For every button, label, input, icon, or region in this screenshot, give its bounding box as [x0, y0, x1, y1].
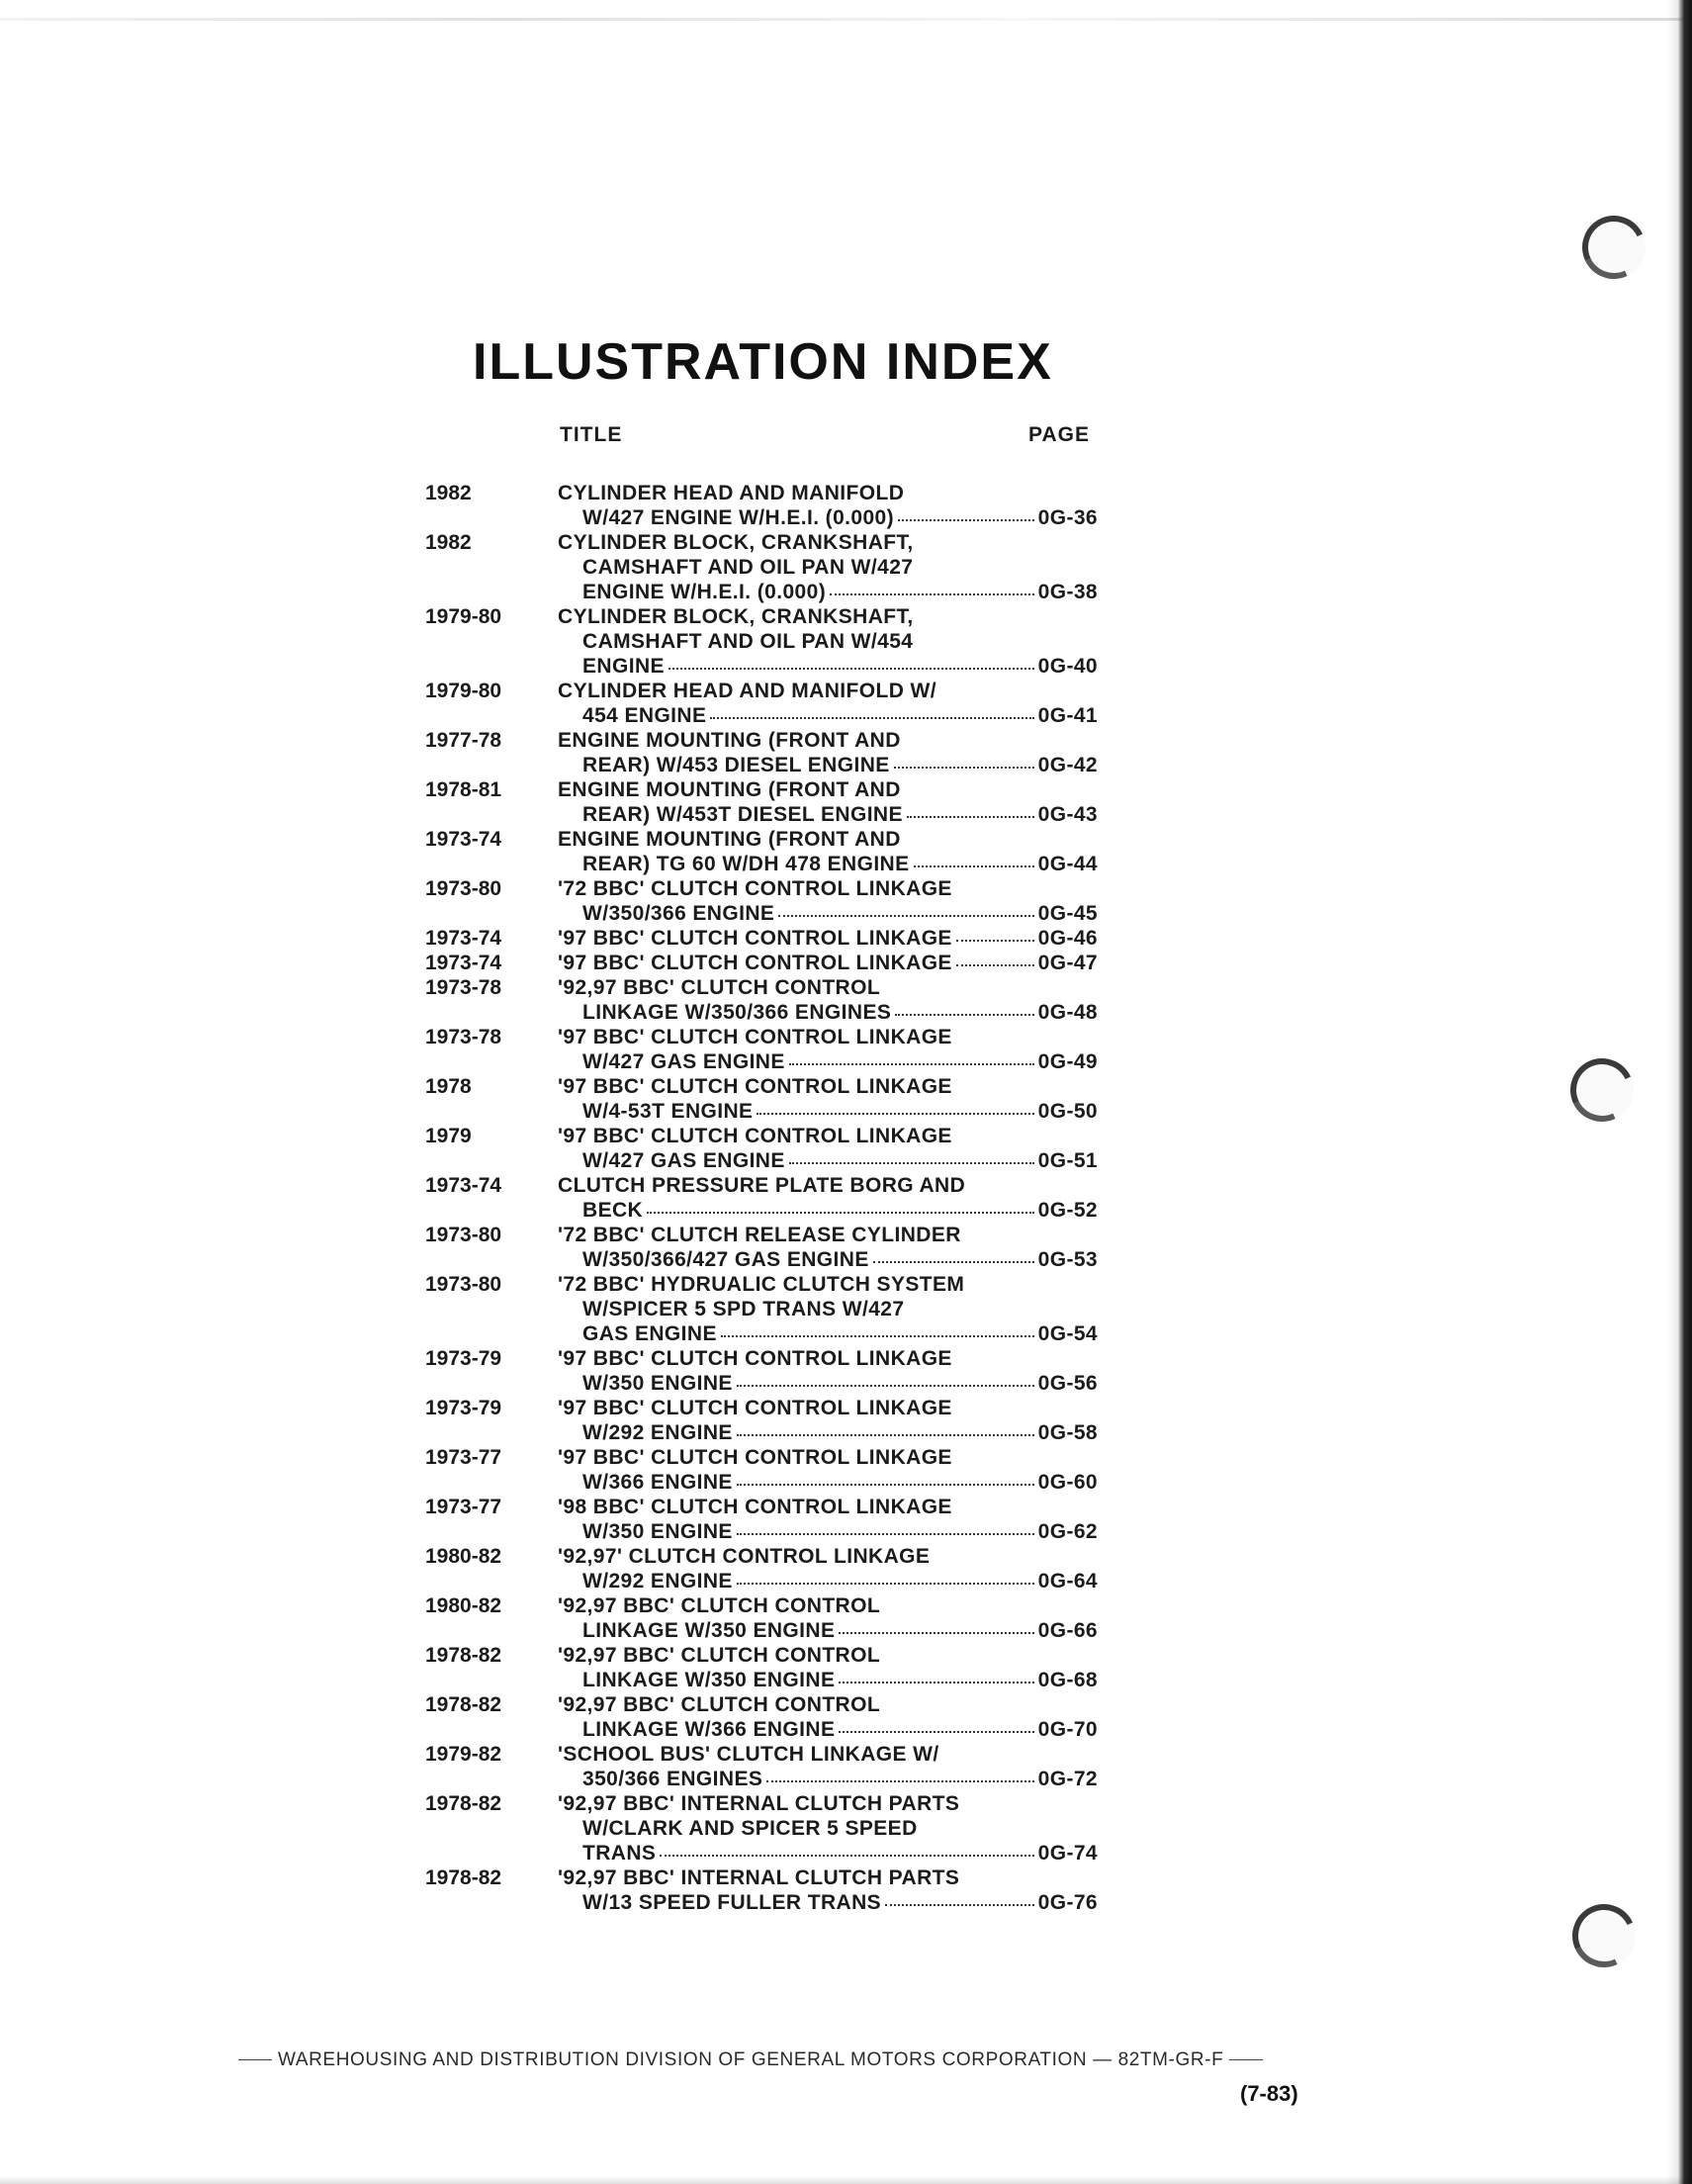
entry-title-line: '92,97 BBC' CLUTCH CONTROL — [558, 1594, 881, 1617]
entry-title — [558, 1074, 1098, 1124]
entry-title-last-line — [558, 753, 1098, 777]
entry-title — [558, 876, 1098, 926]
dot-leader — [647, 1211, 1034, 1214]
entry-title — [558, 728, 1098, 777]
entry-title-last-line — [558, 1890, 1098, 1915]
entry-title-line: 'SCHOOL BUS' CLUTCH LINKAGE W/ — [558, 1743, 939, 1766]
entry-page-number: 0G-38 — [1037, 581, 1098, 603]
entry-title-text: W/427 GAS ENGINE — [582, 1149, 785, 1172]
entry-year: 1973-74 — [425, 952, 502, 974]
entry-title-text: GAS ENGINE — [582, 1322, 717, 1345]
entry-title-last-line — [558, 1247, 1098, 1272]
revision-date: (7-83) — [1240, 2081, 1298, 2106]
entry-title-last-line — [558, 654, 1098, 679]
entry-year: 1973-78 — [425, 976, 502, 999]
entry-year: 1979 — [425, 1125, 472, 1147]
entry-page-number: 0G-48 — [1037, 1001, 1098, 1024]
entry-title-line: ENGINE MOUNTING (FRONT AND — [558, 729, 901, 752]
entry-year: 1979-80 — [425, 680, 502, 702]
page-top-edge — [0, 18, 1692, 21]
index-entry — [425, 951, 1098, 975]
dot-leader — [668, 667, 1034, 670]
entry-title — [558, 1124, 1098, 1173]
entry-page-number: 0G-66 — [1037, 1619, 1098, 1642]
index-entry — [425, 1173, 1098, 1223]
entry-year: 1978 — [425, 1075, 472, 1098]
dot-leader — [839, 1631, 1033, 1634]
entry-title-text: BECK — [582, 1199, 644, 1222]
entry-title-line: '97 BBC' CLUTCH CONTROL LINKAGE — [558, 1397, 952, 1419]
entry-year: 1973-74 — [425, 927, 502, 950]
entry-page-number: 0G-36 — [1037, 506, 1098, 529]
entry-title-line: W/SPICER 5 SPD TRANS W/427 — [582, 1298, 905, 1320]
index-entry — [425, 1346, 1098, 1396]
entry-title — [558, 1544, 1098, 1593]
index-entry — [425, 1742, 1098, 1791]
entry-title-last-line — [558, 1519, 1098, 1544]
entry-title-last-line — [558, 1618, 1098, 1643]
index-list — [425, 481, 1098, 1915]
footer-rule — [1229, 2059, 1263, 2060]
entry-title-text: W/350 ENGINE — [582, 1372, 733, 1395]
entry-title — [558, 481, 1098, 530]
entry-page-number: 0G-49 — [1037, 1050, 1098, 1073]
entry-title-text: ENGINE W/H.E.I. (0.000) — [582, 581, 827, 603]
dot-leader — [737, 1483, 1034, 1486]
entry-title — [558, 926, 1098, 951]
entry-title-text: LINKAGE W/350/366 ENGINES — [582, 1001, 892, 1024]
entry-title-line: W/CLARK AND SPICER 5 SPEED — [582, 1817, 918, 1840]
entry-page-number: 0G-52 — [1037, 1199, 1098, 1222]
entry-page-number: 0G-53 — [1037, 1248, 1098, 1271]
entry-title-line: '92,97 BBC' CLUTCH CONTROL — [558, 976, 881, 999]
dot-leader — [710, 716, 1033, 719]
entry-title-last-line — [558, 1371, 1098, 1396]
entry-title-line: '92,97 BBC' INTERNAL CLUTCH PARTS — [558, 1792, 960, 1815]
index-entry — [425, 728, 1098, 777]
entry-year: 1982 — [425, 482, 472, 504]
index-entry — [425, 1074, 1098, 1124]
entry-title — [558, 1692, 1098, 1742]
entry-title — [558, 827, 1098, 876]
entry-page-number: 0G-46 — [1037, 927, 1098, 950]
entry-title-text: W/366 ENGINE — [582, 1471, 733, 1494]
entry-page-number: 0G-56 — [1037, 1372, 1098, 1395]
index-entry — [425, 1692, 1098, 1742]
entry-title — [558, 1742, 1098, 1791]
dot-leader — [778, 914, 1033, 917]
entry-year: 1979-82 — [425, 1743, 502, 1766]
entry-title-text: W/427 ENGINE W/H.E.I. (0.000) — [582, 506, 895, 529]
entry-year: 1978-82 — [425, 1866, 502, 1889]
entry-year: 1973-80 — [425, 877, 502, 900]
page-footer — [232, 2049, 1320, 2071]
index-entry — [425, 1866, 1098, 1915]
entry-year: 1973-79 — [425, 1347, 502, 1370]
entry-page-number: 0G-70 — [1037, 1718, 1098, 1741]
binder-hole-icon — [1561, 1049, 1643, 1131]
entry-year: 1982 — [425, 531, 472, 554]
entry-title-last-line — [558, 1841, 1098, 1866]
entry-title-line: CYLINDER HEAD AND MANIFOLD W/ — [558, 680, 936, 702]
dot-leader — [737, 1433, 1034, 1436]
column-header-title: TITLE — [560, 423, 623, 446]
entry-title-line: '97 BBC' CLUTCH CONTROL LINKAGE — [558, 1446, 952, 1469]
entry-title-last-line — [558, 1569, 1098, 1593]
entry-title — [558, 530, 1098, 604]
entry-year: 1973-77 — [425, 1446, 502, 1469]
index-entry — [425, 926, 1098, 951]
entry-title-last-line — [558, 505, 1098, 530]
entry-title-text: ENGINE — [582, 655, 665, 678]
entry-title-last-line — [558, 1321, 1098, 1346]
index-entry — [425, 1544, 1098, 1593]
entry-title-text: W/350/366 ENGINE — [582, 902, 775, 925]
entry-page-number: 0G-40 — [1037, 655, 1098, 678]
entry-page-number: 0G-74 — [1037, 1842, 1098, 1865]
entry-page-number: 0G-64 — [1037, 1570, 1098, 1592]
entry-title-last-line — [558, 802, 1098, 827]
binder-hole-icon — [1563, 1895, 1645, 1976]
dot-leader — [839, 1730, 1033, 1733]
entry-title-last-line — [558, 703, 1098, 728]
entry-title — [558, 1396, 1098, 1445]
index-entry — [425, 1791, 1098, 1866]
index-entry — [425, 1124, 1098, 1173]
entry-title-line: '97 BBC' CLUTCH CONTROL LINKAGE — [558, 1026, 952, 1048]
page-right-edge — [1666, 0, 1692, 2184]
entry-title-line: ENGINE MOUNTING (FRONT AND — [558, 778, 901, 801]
entry-year: 1973-77 — [425, 1496, 502, 1518]
entry-title — [558, 1445, 1098, 1495]
column-header-page: PAGE — [1028, 423, 1090, 446]
entry-title-last-line — [558, 1767, 1098, 1791]
entry-page-number: 0G-68 — [1037, 1669, 1098, 1691]
index-entry — [425, 604, 1098, 679]
entry-title-text: '97 BBC' CLUTCH CONTROL LINKAGE — [558, 952, 952, 974]
dot-leader — [789, 1161, 1034, 1164]
index-entry — [425, 1272, 1098, 1346]
dot-leader — [956, 939, 1034, 942]
entry-year: 1978-82 — [425, 1792, 502, 1815]
entry-year: 1980-82 — [425, 1594, 502, 1617]
entry-year: 1980-82 — [425, 1545, 502, 1568]
entry-title — [558, 777, 1098, 827]
entry-title-text: LINKAGE W/366 ENGINE — [582, 1718, 836, 1741]
entry-page-number: 0G-47 — [1037, 952, 1098, 974]
dot-leader — [885, 1903, 1034, 1906]
entry-title — [558, 1173, 1098, 1223]
entry-title-line: '92,97 BBC' INTERNAL CLUTCH PARTS — [558, 1866, 960, 1889]
footer-rule — [238, 2059, 272, 2060]
entry-title-text: W/350 ENGINE — [582, 1520, 733, 1543]
index-entry — [425, 481, 1098, 530]
index-entry — [425, 827, 1098, 876]
entry-title-line: CLUTCH PRESSURE PLATE BORG AND — [558, 1174, 966, 1197]
entry-year: 1978-81 — [425, 778, 502, 801]
entry-title-last-line — [558, 951, 1098, 975]
entry-title-last-line — [558, 1099, 1098, 1124]
entry-title-text: 350/366 ENGINES — [582, 1768, 763, 1790]
entry-title-text: LINKAGE W/350 ENGINE — [582, 1619, 836, 1642]
dot-leader — [737, 1532, 1034, 1535]
index-entry — [425, 876, 1098, 926]
entry-title-line: ENGINE MOUNTING (FRONT AND — [558, 828, 901, 851]
index-entry — [425, 1445, 1098, 1495]
index-entry — [425, 1643, 1098, 1692]
entry-title-last-line — [558, 901, 1098, 926]
index-entry — [425, 1025, 1098, 1074]
entry-page-number: 0G-44 — [1037, 853, 1098, 875]
entry-title — [558, 1643, 1098, 1692]
index-entry — [425, 1593, 1098, 1643]
entry-title-line: '92,97 BBC' CLUTCH CONTROL — [558, 1693, 881, 1716]
entry-page-number: 0G-58 — [1037, 1421, 1098, 1444]
entry-year: 1978-82 — [425, 1644, 502, 1667]
dot-leader — [737, 1582, 1034, 1585]
entry-year: 1973-80 — [425, 1224, 502, 1246]
entry-title — [558, 1593, 1098, 1643]
dot-leader — [789, 1062, 1034, 1065]
entry-title — [558, 951, 1098, 975]
entry-title-line: CYLINDER HEAD AND MANIFOLD — [558, 482, 905, 504]
entry-title-last-line — [558, 926, 1098, 951]
entry-year: 1973-78 — [425, 1026, 502, 1048]
entry-title — [558, 1223, 1098, 1272]
entry-title — [558, 1495, 1098, 1544]
entry-title-line: '92,97' CLUTCH CONTROL LINKAGE — [558, 1545, 931, 1568]
entry-title-line: CAMSHAFT AND OIL PAN W/454 — [582, 630, 914, 653]
entry-title — [558, 1791, 1098, 1866]
entry-page-number: 0G-43 — [1037, 803, 1098, 826]
index-entry — [425, 530, 1098, 604]
entry-page-number: 0G-42 — [1037, 754, 1098, 776]
entry-year: 1973-74 — [425, 828, 502, 851]
entry-title-text: 454 ENGINE — [582, 704, 707, 727]
entry-title-last-line — [558, 1000, 1098, 1025]
dot-leader — [898, 518, 1034, 521]
dot-leader — [873, 1260, 1034, 1263]
dot-leader — [721, 1334, 1034, 1337]
entry-page-number: 0G-72 — [1037, 1768, 1098, 1790]
entry-page-number: 0G-51 — [1037, 1149, 1098, 1172]
entry-title-line: CYLINDER BLOCK, CRANKSHAFT, — [558, 605, 914, 628]
entry-title-text: W/427 GAS ENGINE — [582, 1050, 785, 1073]
entry-title-line: '72 BBC' CLUTCH CONTROL LINKAGE — [558, 877, 952, 900]
entry-title — [558, 975, 1098, 1025]
page-bottom-edge — [0, 2176, 1692, 2184]
entry-title-line: '97 BBC' CLUTCH CONTROL LINKAGE — [558, 1347, 952, 1370]
entry-title — [558, 1025, 1098, 1074]
dot-leader — [839, 1681, 1033, 1684]
entry-title-text: W/13 SPEED FULLER TRANS — [582, 1891, 882, 1914]
entry-title-line: '98 BBC' CLUTCH CONTROL LINKAGE — [558, 1496, 952, 1518]
dot-leader — [894, 766, 1034, 769]
entry-year: 1979-80 — [425, 605, 502, 628]
entry-page-number: 0G-41 — [1037, 704, 1098, 727]
entry-title — [558, 604, 1098, 679]
entry-title-last-line — [558, 1420, 1098, 1445]
entry-title-text: W/292 ENGINE — [582, 1570, 733, 1592]
dot-leader — [766, 1779, 1033, 1782]
dot-leader — [895, 1013, 1033, 1016]
entry-year: 1973-74 — [425, 1174, 502, 1197]
dot-leader — [907, 815, 1034, 818]
index-entry — [425, 679, 1098, 728]
entry-title — [558, 679, 1098, 728]
entry-title-line: '97 BBC' CLUTCH CONTROL LINKAGE — [558, 1125, 952, 1147]
entry-title-last-line — [558, 1198, 1098, 1223]
index-entry — [425, 1223, 1098, 1272]
index-entry — [425, 975, 1098, 1025]
dot-leader — [830, 592, 1034, 595]
entry-page-number: 0G-45 — [1037, 902, 1098, 925]
entry-title-last-line — [558, 1717, 1098, 1742]
entry-title-text: W/292 ENGINE — [582, 1421, 733, 1444]
entry-year: 1977-78 — [425, 729, 502, 752]
page-title: ILLUSTRATION INDEX — [473, 333, 1053, 391]
entry-title-text: REAR) TG 60 W/DH 478 ENGINE — [582, 853, 910, 875]
entry-title-last-line — [558, 580, 1098, 604]
dot-leader — [914, 864, 1034, 867]
entry-title-text: REAR) W/453T DIESEL ENGINE — [582, 803, 903, 826]
entry-title-line: CYLINDER BLOCK, CRANKSHAFT, — [558, 531, 914, 554]
entry-title-last-line — [558, 1049, 1098, 1074]
entry-title-text: W/4-53T ENGINE — [582, 1100, 754, 1123]
dot-leader — [757, 1112, 1033, 1115]
entry-title-text: LINKAGE W/350 ENGINE — [582, 1669, 836, 1691]
entry-title-text: TRANS — [582, 1842, 657, 1865]
dot-leader — [737, 1384, 1034, 1387]
entry-year: 1973-80 — [425, 1273, 502, 1296]
entry-title-line: '72 BBC' HYDRUALIC CLUTCH SYSTEM — [558, 1273, 965, 1296]
entry-page-number: 0G-54 — [1037, 1322, 1098, 1345]
index-entry — [425, 777, 1098, 827]
entry-page-number: 0G-60 — [1037, 1471, 1098, 1494]
entry-page-number: 0G-50 — [1037, 1100, 1098, 1123]
index-entry — [425, 1495, 1098, 1544]
entry-title-line: CAMSHAFT AND OIL PAN W/427 — [582, 556, 914, 579]
footer-text: WAREHOUSING AND DISTRIBUTION DIVISION OF GENERAL MOTORS CORPORATION — 82TM-GR-F — [278, 2049, 1224, 2070]
entry-title-text: '97 BBC' CLUTCH CONTROL LINKAGE — [558, 927, 952, 950]
dot-leader — [660, 1854, 1033, 1857]
entry-page-number: 0G-62 — [1037, 1520, 1098, 1543]
entry-title-last-line — [558, 1668, 1098, 1692]
entry-title-text: REAR) W/453 DIESEL ENGINE — [582, 754, 890, 776]
entry-title-last-line — [558, 852, 1098, 876]
entry-title-line: '97 BBC' CLUTCH CONTROL LINKAGE — [558, 1075, 952, 1098]
index-entry — [425, 1396, 1098, 1445]
binder-hole-icon — [1573, 207, 1654, 288]
entry-title-line: '92,97 BBC' CLUTCH CONTROL — [558, 1644, 881, 1667]
entry-title — [558, 1866, 1098, 1915]
entry-title — [558, 1346, 1098, 1396]
dot-leader — [956, 963, 1034, 966]
entry-year: 1978-82 — [425, 1693, 502, 1716]
entry-title — [558, 1272, 1098, 1346]
entry-title-last-line — [558, 1470, 1098, 1495]
entry-title-line: '72 BBC' CLUTCH RELEASE CYLINDER — [558, 1224, 961, 1246]
entry-year: 1973-79 — [425, 1397, 502, 1419]
entry-title-last-line — [558, 1148, 1098, 1173]
entry-title-text: W/350/366/427 GAS ENGINE — [582, 1248, 869, 1271]
entry-page-number: 0G-76 — [1037, 1891, 1098, 1914]
